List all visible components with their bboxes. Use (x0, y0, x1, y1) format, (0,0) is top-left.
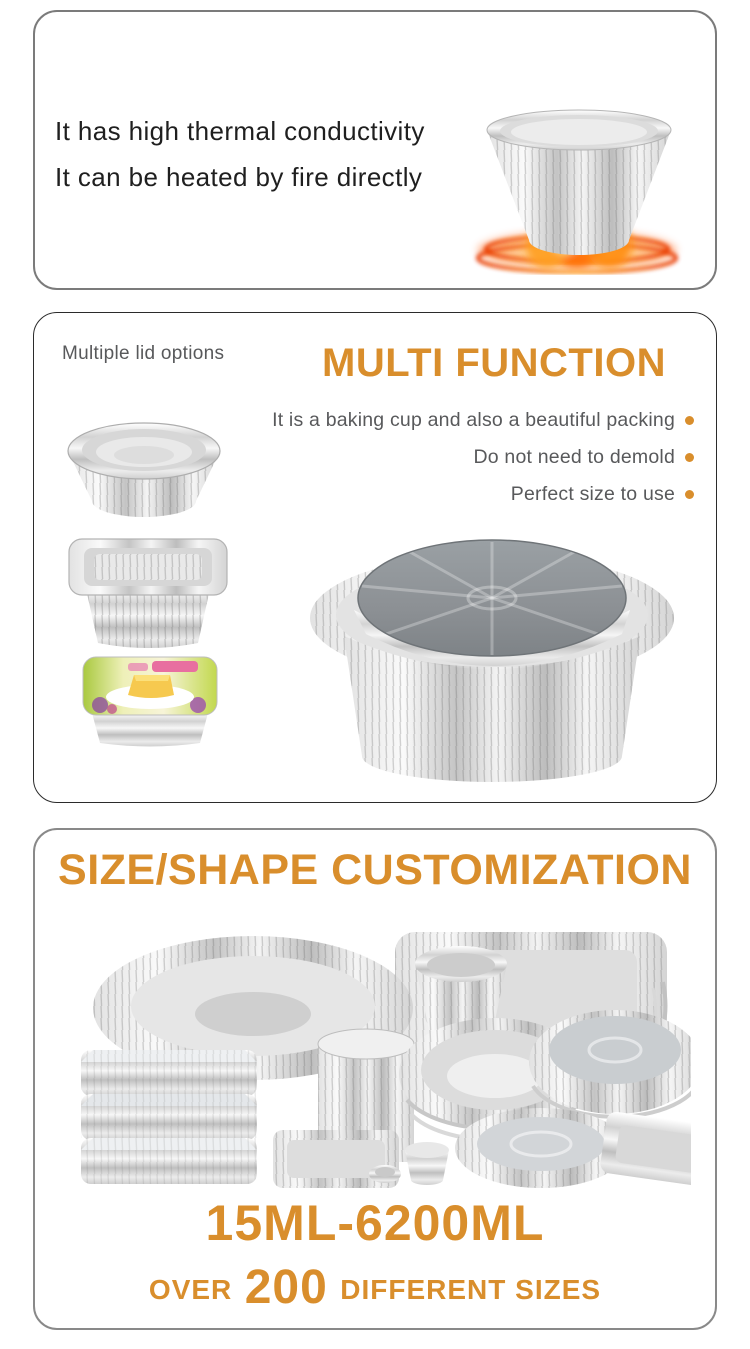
thermal-text (55, 108, 425, 200)
sizes-count-line (35, 1260, 715, 1315)
volume-range-text: 15ML-6200ML (205, 1195, 545, 1251)
bullet-dot-icon (685, 453, 694, 462)
multi-function-title: MULTI FUNCTION (322, 341, 666, 385)
sizes-count-number: 200 (244, 1261, 328, 1314)
round-container-gray-lid-image (292, 506, 696, 802)
bullet-item: Do not need to demold (272, 446, 694, 469)
bullet-item: Perfect size to use (272, 483, 694, 506)
multi-function-card (33, 312, 717, 803)
printed-lid-food-pack-image (76, 649, 224, 751)
sizes-count-prefix: OVER (148, 1274, 233, 1305)
sizes-count-suffix: DIFFERENT SIZES (340, 1274, 602, 1305)
round-foil-bowl-image (62, 399, 227, 524)
foil-cup-on-fire-image (459, 90, 699, 282)
bullet-dot-icon (685, 416, 694, 425)
bullet-dot-icon (685, 490, 694, 499)
multi-function-bullet-list (272, 409, 694, 520)
thermal-line-1: It has high thermal conductivity (55, 116, 425, 146)
multiple-lid-options-label: Multiple lid options (62, 343, 225, 364)
bullet-item: It is a baking cup and also a beautiful packing (272, 409, 694, 432)
thermal-conductivity-card (33, 10, 717, 290)
foil-container-collage-image (63, 922, 691, 1194)
size-customization-title: SIZE/SHAPE CUSTOMIZATION (58, 846, 692, 894)
rectangular-foil-tray-image (64, 519, 232, 657)
size-customization-card (33, 828, 717, 1330)
thermal-line-2: It can be heated by fire directly (55, 162, 423, 192)
